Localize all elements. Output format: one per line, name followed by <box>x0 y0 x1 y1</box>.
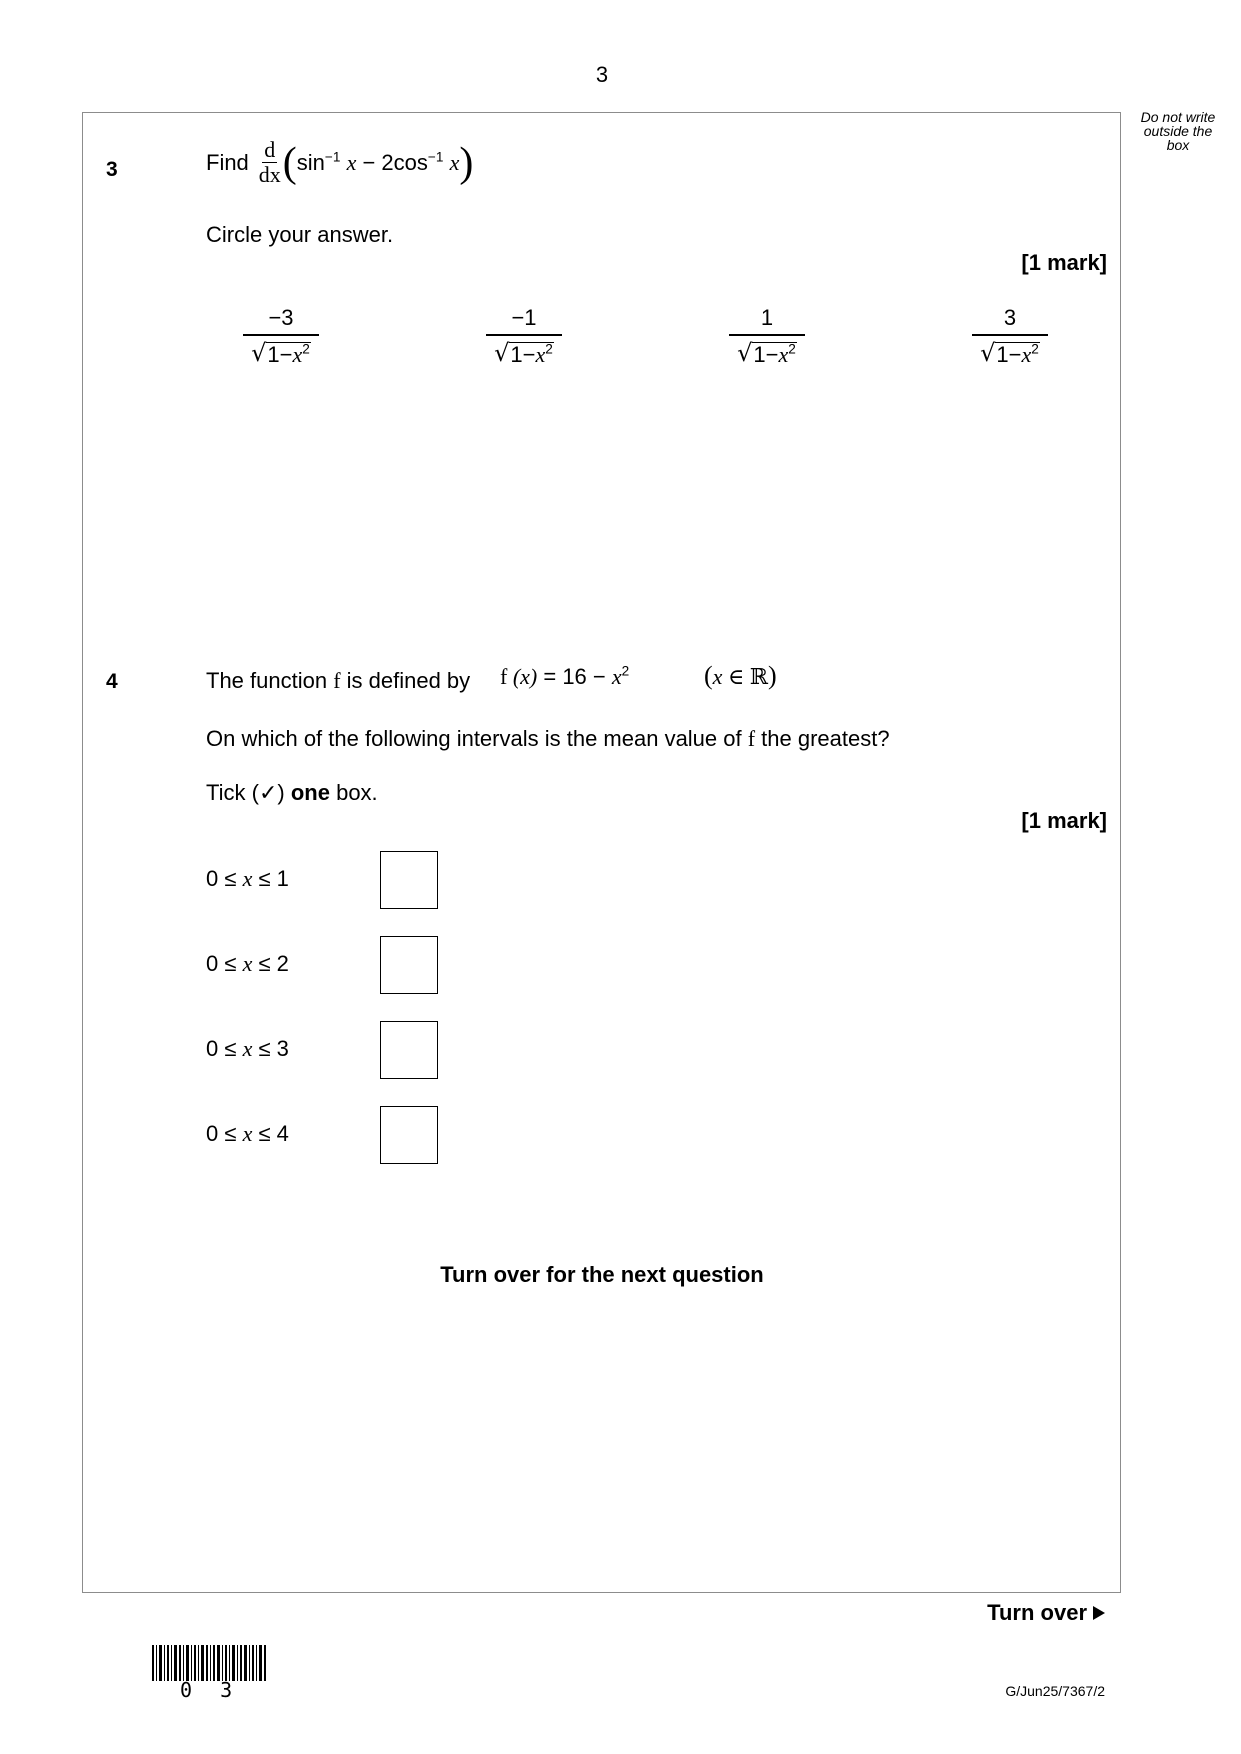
close-paren: ) <box>459 139 474 186</box>
option-denominator: √ $1-x^2$ <box>737 338 796 367</box>
q3-inner-expression: $\sin^{-1} x - 2\cos^{-1}$ x <box>296 149 460 175</box>
margin-note-line: outside the <box>1143 123 1213 139</box>
margin-note <box>1128 110 1228 152</box>
option-numerator: −3 <box>268 305 294 330</box>
triangle-right-icon <box>1093 1606 1105 1620</box>
answer-option[interactable] <box>226 304 336 367</box>
q4-domain: (x ∈ ℝ) <box>704 661 777 690</box>
q3-instruction: Circle your answer. <box>206 222 394 247</box>
barcode-number: 0 3 <box>180 1678 241 1702</box>
q4-function-definition: f $(x) = 16 - x^2$ <box>500 663 630 689</box>
tick-box[interactable] <box>380 1106 438 1164</box>
q4-question: On which of the following intervals is the mean value of f the greatest? <box>206 726 890 751</box>
tick-box[interactable] <box>380 1021 438 1079</box>
fraction-bar <box>486 334 562 336</box>
q4-tick-instruction: Tick (✓) one box. <box>206 780 378 805</box>
q3-expression <box>206 138 473 187</box>
option-numerator: 1 <box>760 305 774 330</box>
option-numerator: 3 <box>1003 305 1017 330</box>
question-number: 3 <box>106 158 118 181</box>
fraction-bar <box>243 334 319 336</box>
turn-over-next-question: Turn over for the next question <box>440 1262 764 1287</box>
option-denominator: √ $1-x^2$ <box>980 338 1039 367</box>
turn-over-label: Turn over <box>987 1600 1087 1625</box>
question-number: 4 <box>106 670 118 693</box>
margin-note-line: box <box>1166 137 1190 153</box>
q3-find-label: Find <box>206 149 249 175</box>
barcode <box>152 1645 266 1681</box>
interval-label: 0 ≤ x ≤ 4 <box>206 1121 289 1146</box>
option-denominator: √ $1-x^2$ <box>494 338 553 367</box>
q3-marks: [1 mark] <box>1021 250 1107 275</box>
fraction-bar <box>972 334 1048 336</box>
derivative-operator <box>259 138 281 187</box>
page-number: 3 <box>595 62 609 87</box>
option-denominator: √ $1-x^2$ <box>251 338 310 367</box>
q4-marks: [1 mark] <box>1021 808 1107 833</box>
answer-option[interactable] <box>469 304 579 367</box>
q4-stem: The function f is defined by <box>206 668 471 693</box>
tick-box[interactable] <box>380 851 438 909</box>
paper-code: G/Jun25/7367/2 <box>1005 1683 1105 1699</box>
interval-label: 0 ≤ x ≤ 2 <box>206 951 289 976</box>
fraction-bar <box>729 334 805 336</box>
interval-label: 0 ≤ x ≤ 1 <box>206 866 289 891</box>
interval-label: 0 ≤ x ≤ 3 <box>206 1036 289 1061</box>
turn-over <box>987 1600 1105 1626</box>
option-numerator: −1 <box>511 305 537 330</box>
answer-option[interactable] <box>955 304 1065 367</box>
tick-box[interactable] <box>380 936 438 994</box>
answer-option[interactable] <box>712 304 822 367</box>
check-icon: ✓ <box>258 780 278 805</box>
margin-note-line: Do not write <box>1140 109 1216 125</box>
open-paren: ( <box>282 139 297 186</box>
derivative-numerator: d <box>264 137 276 162</box>
derivative-denominator: dx <box>258 162 281 187</box>
